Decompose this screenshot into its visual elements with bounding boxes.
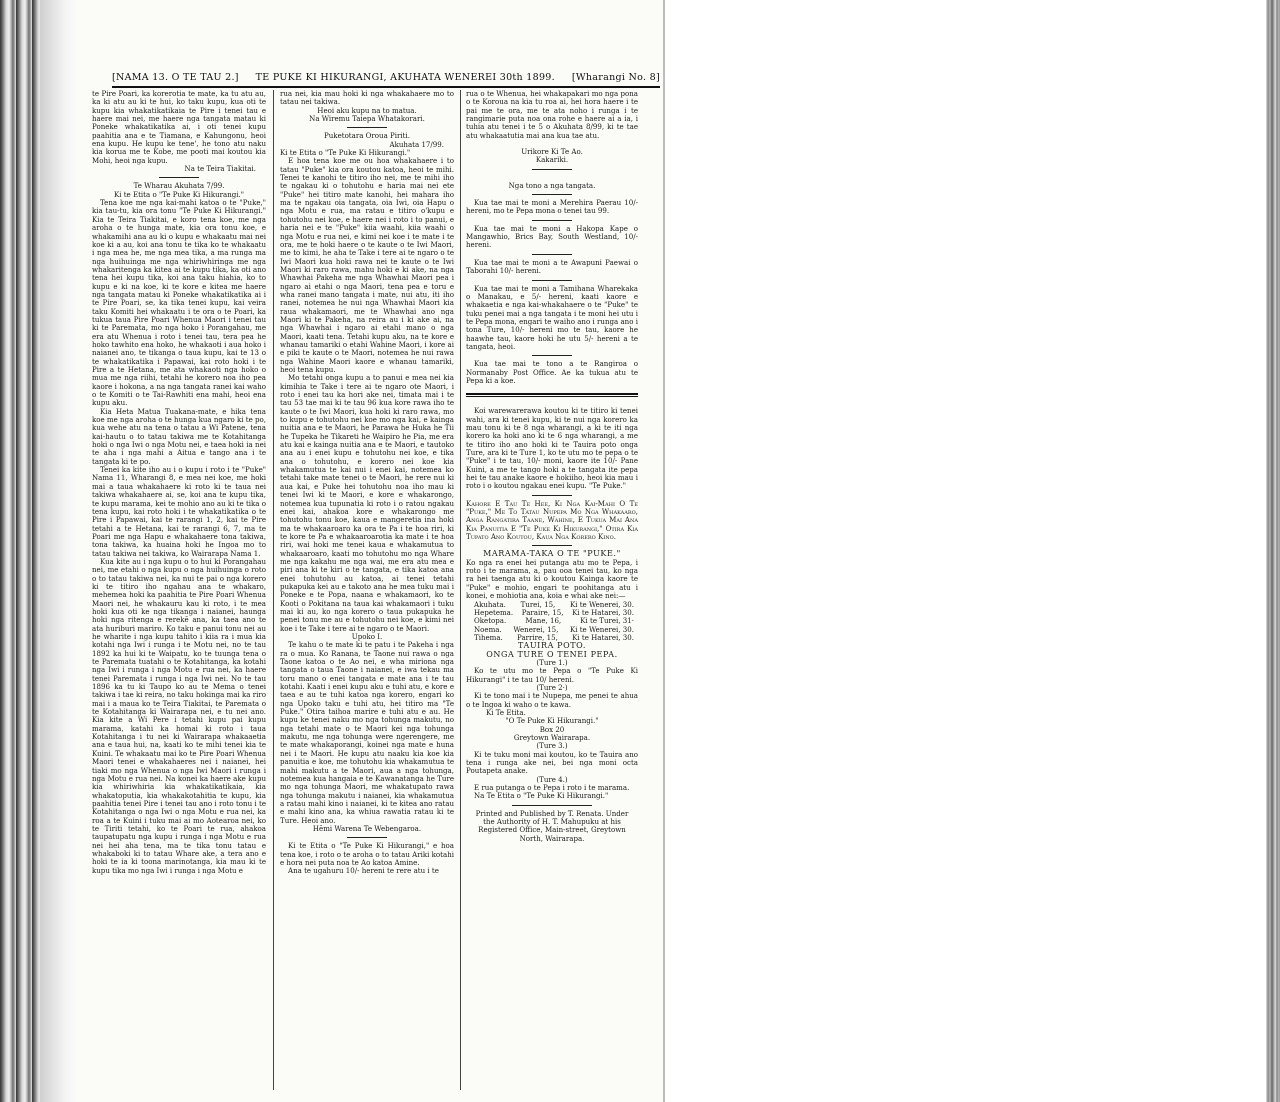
calendar-end: Ki te Wenerei, 30.	[569, 599, 634, 609]
page-shadow-left	[40, 0, 76, 1102]
calendar-end: Ki te Hatarei, 30.	[572, 607, 634, 617]
letter-date: Akuhata 17/99.	[389, 139, 444, 149]
address-line: "O Te Puke Ki Hikurangi."	[505, 716, 599, 726]
column-3	[466, 90, 638, 1090]
address-line: Ki Te Etita.	[486, 707, 526, 717]
letter-text: rua o te Whenua, hei whakapakari mo nga pona o te Koroua na kia tu roa ai, hei hora haere i te pai me te ora, me te ata noho i runga i te rangimarie puta noa ona rohe e haere ai a ia, i tuhia atu tenei i te 5 o Akuhata 8/99, ki te tae atu whakaatutia mai ana kua tae atu.	[466, 89, 638, 140]
short-rule	[347, 127, 387, 128]
publication-calendar	[466, 601, 638, 643]
payment-notice: Kua tae mai te moni a Merehira Paerau 10/- hereni, mo te Pepa mona o tenei tau 99.	[466, 198, 638, 216]
payment-notice: Kua tae mai te moni a te Awapuni Paewai o Taborahi 10/- hereni.	[466, 257, 638, 276]
column-divider	[273, 90, 274, 1090]
letter-paragraph: Mo tetahi onga kupu a to panui e mea nei kia kimihia te Take i tere ai te ngaro ote Maori, i roto i enei tau ka hori ake nei, timata mai i te tau 53 tae mai ki te tau 96 kua kore rawa iho te kaute o te Iwi Maori, kua hoki ki raro rawa, mo to kupu e tohutohu nei koe mo nga kai, e kainga nuitia ana e te Maori, he Parawa he Huka he Tii he Tupeka he Tikareti he Waipiro he Pia, me era atu kai e kainga nuitia ana e te Maori, e tautoko ana au i enei kupu e tohutohu nei koe, e tika ana o tohutohu, e korero nei koe kia whakamutua te kai nui i enei kai, notemea ko tetahi take mate tenei o te Maori, he rere nui ki aua kai, e Puke hei tohutohu noa iho mau ki tenei Iwi ki te Maori, e kore e whakarongo, notemea kua tupunatia ki roto i o ratou ngakau enei kai, ahakoa kore e whakarongo me tohutohu tonu koe, kaua e mangeretia ina hoki ma te whakaaroaro ka ora te Pa i te hoa riri, ki te kore te Pa e whakaaroarotia ka mate i te hoa riri, wai hoki me tenei kaua e whakamutua to whakaaroaro, kaati mo tohutohu mo nga Whare me nga kakahu me nga wai, me era atu mea e piri ana ki te kiri o te tangata, e tika katoa ana enei tohutohu au katoa, ai tenei tetahi pukapuka kei au e takoto ana he mea tuku mai i Poneke e te Popa, naana e whakamaori, ko te Kooti o Pokitana na taua kai whakamaori i tuku mai ki au, ko nga korero o taua pukapuka he penei tonu me au e tohutohu nei koe, e kimi nei koe i te Take i tere ai te ngaro o te Maori.	[280, 373, 454, 633]
chapter-heading: Upoko I.	[351, 632, 383, 641]
calendar-month: Hepetema.	[474, 607, 514, 617]
masthead-title: TE PUKE KI HIKURANGI, AKUHATA WENEREI 30th 1899.	[255, 71, 555, 83]
payment-notice: Kua tae mai te tono a te Rangiroa o Normanaby Post Office. Ae ka tukua atu te Pepa ki a koe.	[466, 359, 638, 385]
calendar-end: Ki te Hatarei, 30.	[572, 632, 634, 642]
rule-text: Ki te tuku moni mai koutou, ko te Tauira ano tena i runga ake nei, bei nga moni octa Poutapeta anake.	[466, 749, 638, 776]
letter-salutation: Ki te Etita o "Te Puke Ki Hikurangi."	[280, 148, 411, 158]
letter-signature: Urikore Ki Te Ao.	[521, 147, 583, 157]
rule-text: Ki te tono mai i te Nupepa, me penei te ahua o te Ingoa ki waho o te kawa.	[466, 691, 638, 709]
calendar-intro: Ko nga ra enei hei putanga atu mo te Pepa, i roto i te marama, a, pau ooa tenei tau, ko nga ra hei taenga atu ki o koutou Kainga kaore te "Puke" e mohio, engari te poohitanga atu i konei, e mohiotia ana, koia e whai ake nei:—	[466, 557, 638, 601]
rule-number: (Ture 3.)	[536, 741, 568, 751]
short-rule	[532, 220, 572, 221]
rules-heading: TAUIRA POTO.	[517, 641, 587, 651]
double-rule	[466, 393, 638, 397]
page-header	[112, 68, 660, 88]
rule-number: (Ture 2·)	[536, 682, 568, 692]
rule-number: (Ture 4.)	[536, 774, 568, 784]
address-line: Box 20	[539, 724, 565, 734]
calendar-start: Wenerei, 15,	[513, 624, 559, 634]
calendar-month: Noema.	[474, 624, 502, 634]
short-rule	[532, 545, 572, 546]
issue-number: [NAMA 13. O TE TAU 2.]	[112, 71, 239, 83]
letter-paragraph: Kia Heta Matua Tuakana-mate, e hika tena koe me nga aroha o te hunga kua ngaro ki te po, kua wehe atu na tena o tatau a Wi Patene, tena kai-hautu o to tatau takiwa me te Kotahitanga hoki o nga Iwi o nga Motu nei, e taea hoki ia nei te aha i nga mahi a Aitua e tango ana i te tangata ki te po.	[92, 406, 266, 466]
rule-number: (Ture 1.)	[536, 657, 568, 667]
address-line: Greytown Wairarapa.	[513, 733, 591, 742]
letter-closing: Heoi aku kupu na to matua.	[317, 105, 417, 115]
page-edge-left	[0, 0, 40, 1102]
editorial-disclaimer: Kahore E Tau Te Hee, Ki Nga Kai-Mahi O Te "Puke," Me To Tatau Nupepa Mo Nga Whakaaro, Anga Rangatira Taane, Wahine, E Tukua Mai Ana Kia Panuitia E "Te Puke Ki Hikurangi," Otira Kia Tupato Ano Koutou, Kaua Nga Korero Kino.	[466, 498, 638, 542]
letter-signature: Na Wiremu Taiepa Whatakorari.	[309, 114, 425, 124]
letter-dateline: Te Wharau Akuhata 7/99.	[133, 181, 225, 191]
page-edge-right	[1266, 0, 1280, 1102]
rules-subheading: ONGA TURE O TENEI PEPA.	[486, 649, 618, 659]
letter-place: Puketotara Oroua Piriti.	[324, 131, 410, 141]
short-rule	[347, 837, 387, 838]
letter-signature: Hēmi Warena Te Webengaroa.	[312, 823, 422, 833]
letter-signature: Na te Teira Tiakitai.	[184, 164, 256, 174]
letter-paragraph: Ana te ugahuru 10/- hereni te rere atu i te	[288, 866, 439, 876]
calendar-month: Akuhata.	[474, 599, 506, 609]
short-rule	[512, 805, 592, 806]
short-rule	[532, 355, 572, 356]
printer-imprint: Printed and Published by T. Renata. Under the Authority of H. T. Mahupuku at his Registered Office, Main-street, Greytown North, Wairarapa.	[475, 808, 629, 843]
column-2	[280, 90, 454, 1090]
letter-text: te Pire Poari, ka korerotia te mate, ka tu atu au, ka ki atu au ki te hui, ko taku kupu, kua oti te kupu kia whakatikatikaia te Pire i tenei tau e haere mai nei, me haere nga tangata matau ki Poneke whakatikatika ai, i oti tenei kupu paahitia ana e te Tiamana, e Kahungonu, heoi ena kupu. He kupu ke tene', he tono atu naku kia korua me te Kobe, me pooti mai koutou kia Mohi, heoi nga kupu.	[92, 89, 266, 165]
short-rule	[532, 495, 572, 496]
calendar-month: Oketopa.	[474, 616, 507, 626]
calendar-start: Mane, 16,	[525, 616, 562, 626]
column-1	[92, 90, 266, 1090]
rule-text: Ko te utu mo te Pepa o "Te Puke Ki Hikurangi" i te tau 10/ hereni.	[466, 666, 638, 684]
short-rule	[532, 280, 572, 281]
letter-salutation: Ki te Etita o "Te Puke Ki Hikurangi."	[113, 189, 245, 199]
letter-paragraph: Kua kite au i nga kupu o to hui ki Porangahau nei, me etahi o nga kupu o nga huihuinga o roto o to tatau takiwa nei, ka nui te pai o nga korero ki te titiro iho ngahau ana te whakaro, mehemea hoki ka paahitia te Pire Poari Whenua Maori nei, he whakauru kau ki roto, i te mea hoki kua oti ke nga tikanga i naianei, haunga hoki nga ritenga e rerekē ana, ka taea ano te ata huriburi mariro. Ko taku e panui tonu nei au he wharite i nga kupu tahito i kiia ra i mua kia kotahi nga Iwi i runga i te Motu nei, no te tau 1892 ka hui ki te Waipatu, ko te tuunga tena o te Paremata tuatahi o te Kotahitanga, ka kotahi nga Iwi i runga i nga Motu e rua nei, ka haere tenei Paremata i runga i nga Iwi nei. No te tau 1896 ka tu ki Taupo ko au te Mema o tenei takiwa i tae ki reira, no taku hokinga mai ka riro mai i a maua ko te Teira Tiakitai, te Paremata o te Kotahitanga ki Wairarapa nei, e tu nei ano. Kia kite a Wi Pere i tetahi kupu pai kupu marama, katahi ka homai ki roto i taua Kotahitanga i tu nei ki Wairarapa whakaaetia ana e taua hui, na, kaati ko te mihi tenei kia te Kuini. Te whakaatu mai ko te Pire Poari Whenua Maori tenei e whakahaeres nei i naianei, hei tiaki mo nga Whenua o nga Iwi Maori i runga i nga Motu e rua nei. Na konei ka haere ake kupu kia whiriwhiria kia whakatikatikaia, kia whakatoputia, kia whakakotahitia te kupu, kia paahitia tenei Pire i tenei tau ano i roto tonu i te Kotahitanga o nga Iwi o nga Motu e rua nei, ka roa a te Kuini i tuku mai ai mo Aotearoa nei, ko te Tiriti tetahi, ko te Poari te rua, ahakoa taupatupatu nga kupu i runga i nga Motu e rua nei hei aha tena, ma te tika tonu tatau e whakaboki ki to tatau Whare ake, a tera ano e hoki te ia ki toona marinotanga, kia mau ki te kupu tika mo nga Iwi i runga i nga Motu e	[92, 556, 266, 875]
letter-paragraph: E hoa tena koe me ou hoa whakahaere i to tatau "Puke" kia ora koutou katoa, heoi te mihi. Tenei te kanohi te titiro iho nei, me te mihi iho te ngakau ki o tohutohu e haria mai nei ete "Puke" hei titiro mate kanohi, hei mahara iho ma te ngakau oia tangata, oia Iwi, oia Hapu o nga Motu e rua, ma ratau e titiro o'kupu e tohutohu nei koe, e haere nei i roto i to panui, e haria nei e te "Puke" kiia waahi, kiia waahi o nga Motu e rua nei, e kimi nei koe i te mate i te ora, me te hoki haere o te kaute o te Iwi Maori, me to kimi, he aha te Take i tere ai te ngaro o te Iwi Maori kua hoki rawa nei te kaute o te Iwi Maori ki raro rawa, mahu hoki e ki ake, na nga Whawhai Pakeha me nga Whawhai Maori pea i ngaro ai etahi o nga Maori, tena pea e toru e wha ranei mano tangata i mate, nui atu, iti iho ranei, notemea he nui nga Whawhai Maori kia raua whakamaori, me te Whawhai ano nga Maori ki te Pakeha, na reira au i ki ake ai, na nga Whawhai i ngaro ai etahi mano o nga Maori, kaati tena. Tetahi kupu aku, na te kore e whanau tamariki o etahi Wahine Maori, i kore ai e piki te kaute o te Maori, notemea he nui rawa nga Wahine Maori kaore e whanau tamariki, heoi tena kupu.	[280, 156, 454, 374]
column-divider	[460, 90, 461, 1090]
letter-place: Kakariki.	[535, 155, 569, 165]
calendar-end: Ki te Wenerei, 30.	[569, 624, 634, 634]
letter-paragraph: Tenei ka kite iho au i o kupu i roto i te "Puke" Nama 11, Wharangi 8, e mea nei koe, me hoki mai a taua whakahaere ki roto ki te taua nei takiwa whakahaere ai, se, koi ana te kupu tika, te kupu marama, kei te mohio ano au ki te tika o tena kupu, kai roto hoki i te whakatikatika o te Pire i Papawai, kai te rarangi 1, 2, kai te Pire tetahi a te Hetana, kai te rarangi 6, 7, ma te Poari me nga Hapu e whakahaere tona takiwa, tona takiwa, ka huaina hoki he Ingoa mo to tatau takiwa nei takiwa, ko Wairarapa Nama 1.	[92, 465, 266, 558]
calendar-start: Turei, 15,	[520, 599, 556, 609]
payment-notice: Kua tae mai te moni a Hakopa Kape o Mangawhio, Brics Bay, South Westland, 10/- hereni.	[466, 223, 638, 250]
short-rule	[532, 194, 572, 195]
page-number: [Wharangi No. 8]	[571, 71, 660, 83]
section-heading: Nga tono a nga tangata.	[508, 180, 596, 190]
editor-notice: Koi warewarerawa koutou ki te titiro ki tenei wahi, ara ki tenei kupu, ki te nui nga korero ka mau tonu ki te 8 nga wharangi, a ki te iti nga korero ka hoki ano ki te 6 nga wharangi, a me te titiro iho ano hoki ki te Tauira poto onga Ture, ara ki te Ture 1, ko te utu mo te pepa o te "Puke" i te tau, 10/- moni, kaore ite 10/- Pane Kuini, a me te tango hoki a te tangata ite pepa hei te tau anake kaore e hokiiho, heoi kia mau i roto i o koutou ngakau enei kupu. "Te Puke."	[466, 406, 638, 491]
letter-paragraph: Te kahu o te mate ki te patu i te Pakeha i nga ra o mua. Ko Ranana, te Taone nui rawa o nga Taone katoa o te Ao nei, e wha miriona nga tangata o taua Taone i naianei, e iwa tekau ma toru mano o enei tangata e mate ana i te tau kotahi. Kaati i enei kupu aku e tuhi atu, e kore e taea e au te tuhi katoa nga korero, engari ko nga Upoko taku e tuhi atu, hei titiro ma "Te Puke." Otira taihoa marire e tuhi atu e au. He kupu ke tenei naku mo nga tohunga makutu, no nga tetahi mate o te Maori kei nga tohunga makutu, me nga tohunga were ngerengere, me te mate whakaporangi, koinei nga mate e huna nei i te Maori. He kupu atu naaku kia koe kia panuitia e koe, me tohutohu kia whakamutua te mahi makutu a te Maori, aua a nga tohunga, notemea kua hangaia e te Kawanatanga he Ture mo nga tohunga Maori, me whakatupato rawa nga tohunga makutu i naianei, kia whakamutua a ratau mahi kino i naianei, ki te kitea ano ratau e mahi kino ana, ka whiua rawatia ratau ki te Ture. Heoi ano.	[280, 640, 454, 825]
letter-text: rua nei, kia mau hoki ki nga whakahaere mo to tatau nei takiwa.	[280, 89, 454, 107]
short-rule	[159, 177, 199, 178]
short-rule	[532, 169, 572, 170]
calendar-end: Ki te Turei, 31·	[580, 616, 634, 626]
calendar-heading: MARAMA-TAKA O TE "PUKE."	[483, 549, 621, 559]
calendar-month: Tihema.	[474, 632, 503, 642]
short-rule	[532, 254, 572, 255]
calendar-start: Paraire, 15,	[521, 607, 564, 617]
calendar-start: Parrire, 15,	[517, 632, 558, 642]
blank-facing-page	[665, 0, 1280, 1102]
letter-paragraph: Ki te Etita o "Te Puke Ki Hikurangi," e hoa tena koe, i roto o te aroha o to tatau Ariki kotahi e hora nei puta noa te Ao katoa Amine.	[280, 841, 454, 867]
rules-signature: Na Te Etita o "Te Puke Ki Hikurangi."	[474, 791, 609, 801]
letter-paragraph: Tena koe me nga kai-mahi katoa o te "Puke," kia tau-tu, kia ora tonu "Te Puke Ki Hikurangi." Kia te Teira Tiakitai, e koro tena koe, me nga aroha o te hunga mate, kia ora tonu koe, e whakamihi ana au ki o kupu e whakaatu mai nei koe ki a au, koi ana tonu te tika ko te whakaatu i nga mea he, me nga mea tika, a ma runga ma nga huihuinga me nga whiriwhiringa me nga whakaritenga ka kitea ai te kupu tika, ka oti ano tena hei kupu tika, koi ana taku hiahia, ko to kupu e ki na koe, ki te kore e kitea me haere nga tangata matau ki Poneke whakatikatika ai i te Pire Poari, se, ka tika tenei kupu, kai veira taku Komiti hei whakaatu i te ora o te Poari, ka tukua taua Pire Poari Whenua Maori i tenei tau ki te Paremata, mo nga hoko i Porangahau, me era atu Whenua i roto i tenei tau, tera pea he hoko tawhito ena hoko, he whakaoti i aua hoko i naianei ano, te tikanga o taua kupu, kai te 13 o te whakatikatika i Papawai, kai roto hoki i te Pire a te Hetana, me ata whakaoti nga hoko o mua me nga riihi, tetahi he korero noa iho pea kaore i hokona, a na nga tangata ranei kai waho o te Komiti o te Tai-Rawhiti ena mahi, heoi ena kupu aku.	[92, 198, 266, 408]
rule-text: E rua putanga o te Pepa i roto i te marama.	[474, 783, 630, 793]
payment-notice: Kua tae mai te moni a Tamihana Wharekaka o Manakau, e 5/- hereni, kaati kaore e whakaetia e nga kai-whakahaere o te "Puke" te tuku penei mai a nga tangata i te moni hei utu i te Pepa mona, engari te waiho ano i runga ano i tona Ture, 10/- hereni mo te tau, kaore he haawhe tau, kaore hoki he utu 5/- hereni a te tangata, heoi.	[466, 283, 638, 351]
